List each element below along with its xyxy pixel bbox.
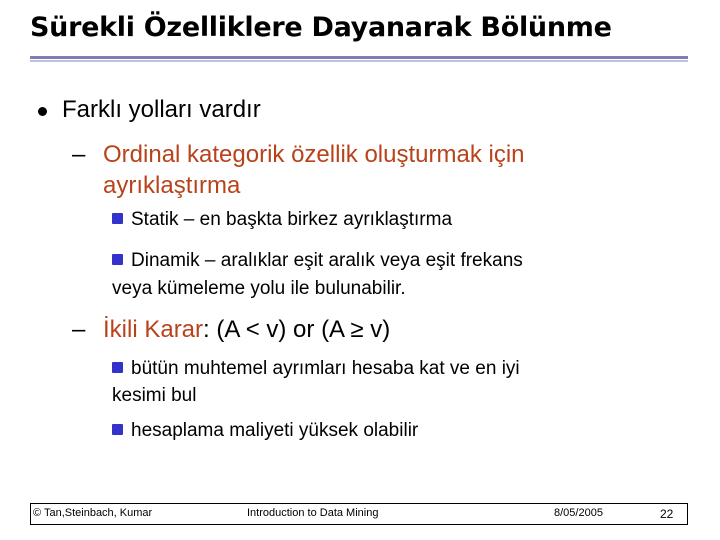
bullet-hesaplama	[112, 420, 418, 442]
ordinal-text-line2: ayrıklaştırma	[103, 172, 241, 199]
ikili-karar-label: İkili Karar	[103, 316, 204, 343]
footer-course: Introduction to Data Mining	[247, 507, 379, 519]
ikili-karar-line	[103, 316, 390, 344]
footer-bar	[30, 503, 688, 525]
dash-bullet: –	[72, 141, 86, 168]
ikili-karar-condition: : (A < v) or (A ≥ v)	[203, 316, 391, 343]
statik-text: Statik – en başkta birkez ayrıklaştırma	[131, 209, 453, 230]
butun-text-line2: kesimi bul	[112, 385, 197, 406]
bullet-butun	[112, 358, 520, 380]
bullet-statik	[112, 209, 452, 231]
dinamik-text-line1: Dinamik – aralıklar eşit aralık veya eşit frekans	[131, 250, 523, 271]
page-number: 22	[660, 507, 674, 521]
title-rule	[30, 56, 688, 59]
butun-text-line1: bütün muhtemel ayrımları hesaba kat ve en iyi	[131, 358, 520, 379]
ordinal-text-line1: Ordinal kategorik özellik oluşturmak için	[103, 141, 525, 168]
square-bullet-icon	[112, 213, 123, 224]
square-bullet-icon	[112, 424, 123, 435]
footer-date: 8/05/2005	[554, 507, 603, 519]
bullet-farkli-yollar: Farklı yolları vardır	[62, 96, 261, 123]
hesaplama-text: hesaplama maliyeti yüksek olabilir	[131, 420, 419, 441]
square-bullet-icon	[112, 254, 123, 265]
square-bullet-icon	[112, 362, 123, 373]
round-bullet-icon	[38, 107, 47, 116]
title-rule-light	[30, 60, 688, 62]
bullet-dinamik	[112, 250, 523, 272]
slide-title: Sürekli Özelliklere Dayanarak Bölünme	[30, 12, 612, 43]
footer-copyright: © Tan,Steinbach, Kumar	[33, 507, 153, 519]
dash-bullet: –	[72, 316, 86, 343]
dinamik-text-line2: veya kümeleme yolu ile bulunabilir.	[112, 278, 406, 299]
